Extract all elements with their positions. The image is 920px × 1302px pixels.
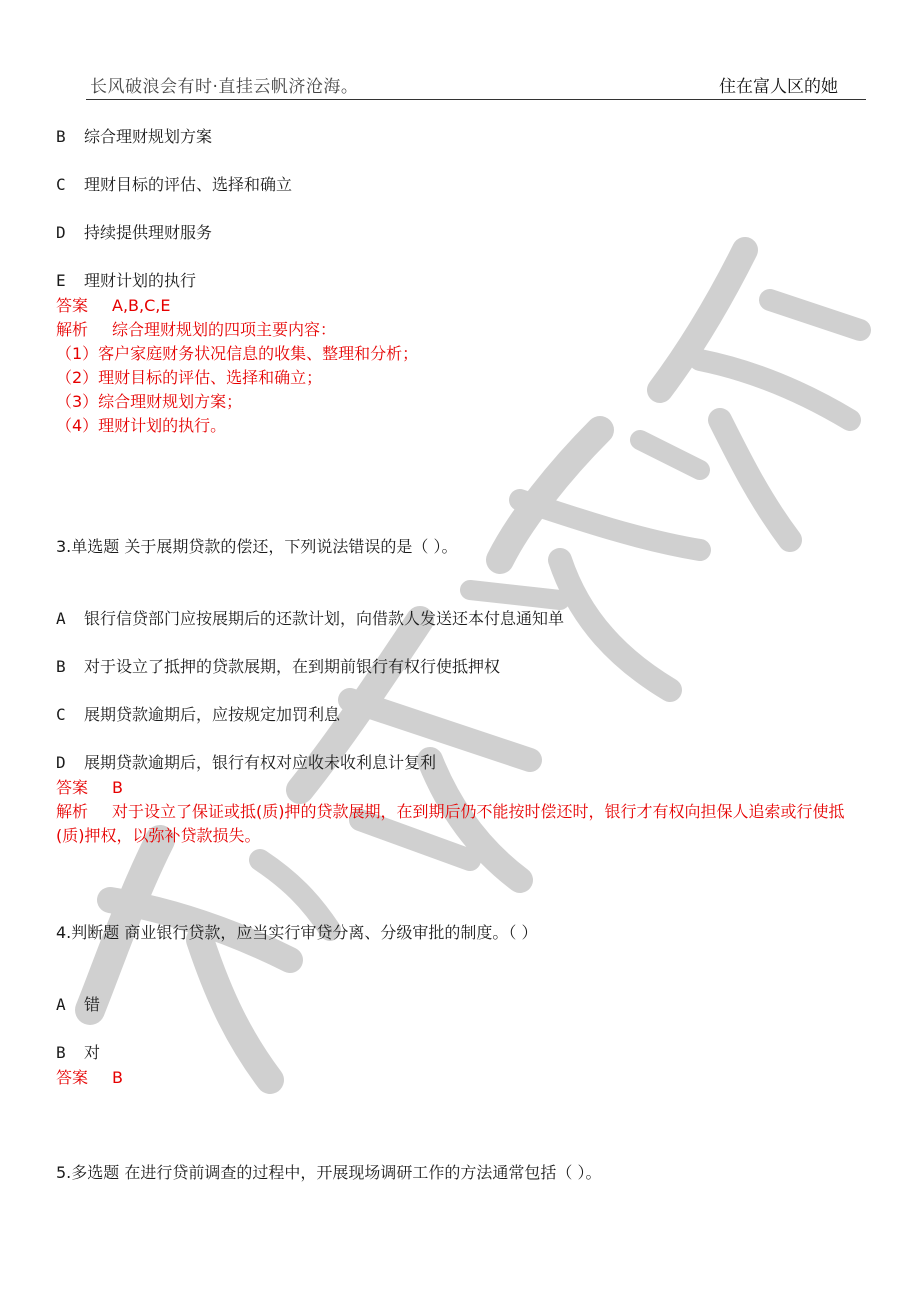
- option-text: 错: [84, 995, 101, 1014]
- watermark-stroke: [640, 440, 700, 470]
- option-letter: C: [56, 705, 66, 724]
- watermark-stroke: [660, 250, 745, 390]
- option-text: 理财计划的执行: [84, 271, 197, 290]
- watermark-stroke: [260, 860, 330, 930]
- option-letter: D: [56, 753, 66, 772]
- q2-analysis-item-4: （4）理财计划的执行。: [56, 416, 227, 435]
- answer-value: B: [112, 778, 123, 797]
- header-slogan: 长风破浪会有时·直挂云帆济沧海。: [90, 77, 359, 97]
- q3-option-b: [56, 655, 500, 679]
- answer-value: B: [112, 1068, 123, 1087]
- q2-analysis: [56, 318, 336, 342]
- option-letter: B: [56, 127, 66, 146]
- q5-stem: 5.多选题 在进行贷前调查的过程中，开展现场调研工作的方法通常包括（ ）。: [56, 1163, 602, 1182]
- header-author: 住在富人区的她: [719, 77, 838, 97]
- watermark-stroke: [520, 500, 700, 550]
- q2-analysis-item-3: （3）综合理财规划方案；: [56, 392, 243, 411]
- q4-stem: 4.判断题 商业银行贷款，应当实行审贷分离、分级审批的制度。（ ）: [56, 923, 538, 942]
- analysis-label: 解析: [56, 802, 89, 821]
- option-text: 对于设立了抵押的贷款展期，在到期前银行有权行使抵押权: [84, 657, 501, 676]
- option-text: 综合理财规划方案: [84, 127, 213, 146]
- q2-analysis-item-2: （2）理财目标的评估、选择和确立；: [56, 368, 323, 387]
- option-letter: A: [56, 609, 66, 628]
- analysis-text: 对于设立了保证或抵(质)押的贷款展期，在到期后仍不能按时偿还时，银行才有权向担保人追索或行使抵(质)押权，以弥补贷款损失。: [56, 802, 845, 845]
- watermark-stroke: [720, 420, 790, 540]
- q3-stem: 3.单选题 关于展期贷款的偿还，下列说法错误的是（ ）。: [56, 537, 458, 556]
- option-text: 理财目标的评估、选择和确立: [84, 175, 293, 194]
- option-letter: A: [56, 995, 66, 1014]
- option-letter: B: [56, 657, 66, 676]
- option-letter: C: [56, 175, 66, 194]
- q3-analysis: [56, 800, 866, 848]
- option-letter: E: [56, 271, 66, 290]
- header-divider: [86, 99, 866, 100]
- option-text: 对: [84, 1043, 101, 1062]
- option-text: 展期贷款逾期后，应按规定加罚利息: [84, 705, 341, 724]
- q3-answer: [56, 776, 123, 800]
- q4-answer: [56, 1066, 123, 1090]
- q3-option-a: [56, 607, 564, 631]
- q3-option-c: [56, 703, 340, 727]
- q4-option-a: [56, 993, 100, 1017]
- q2-answer: [56, 294, 170, 318]
- analysis-label: 解析: [56, 320, 89, 339]
- q2-option-e: [56, 269, 196, 293]
- option-letter: D: [56, 223, 66, 242]
- watermark-stroke: [560, 560, 670, 690]
- option-text: 展期贷款逾期后，银行有权对应收未收利息计复利: [84, 753, 437, 772]
- q4-option-b: [56, 1041, 100, 1065]
- answer-label: 答案: [56, 1068, 89, 1087]
- watermark-stroke: [500, 430, 600, 560]
- watermark-stroke: [770, 300, 860, 330]
- option-letter: B: [56, 1043, 66, 1062]
- q3-option-d: [56, 751, 436, 775]
- q2-option-c: [56, 173, 292, 197]
- answer-value: A,B,C,E: [112, 296, 171, 315]
- analysis-line: 综合理财规划的四项主要内容：: [112, 320, 337, 339]
- q2-option-b: [56, 125, 212, 149]
- option-text: 持续提供理财服务: [84, 223, 213, 242]
- q2-option-d: [56, 221, 212, 245]
- option-text: 银行信贷部门应按展期后的还款计划，向借款人发送还本付息通知单: [84, 609, 565, 628]
- answer-label: 答案: [56, 778, 89, 797]
- watermark-stroke: [700, 360, 850, 420]
- answer-label: 答案: [56, 296, 89, 315]
- watermark-stroke: [200, 940, 270, 1080]
- q2-analysis-item-1: （1）客户家庭财务状况信息的收集、整理和分析；: [56, 344, 419, 363]
- watermark-stroke: [470, 590, 560, 600]
